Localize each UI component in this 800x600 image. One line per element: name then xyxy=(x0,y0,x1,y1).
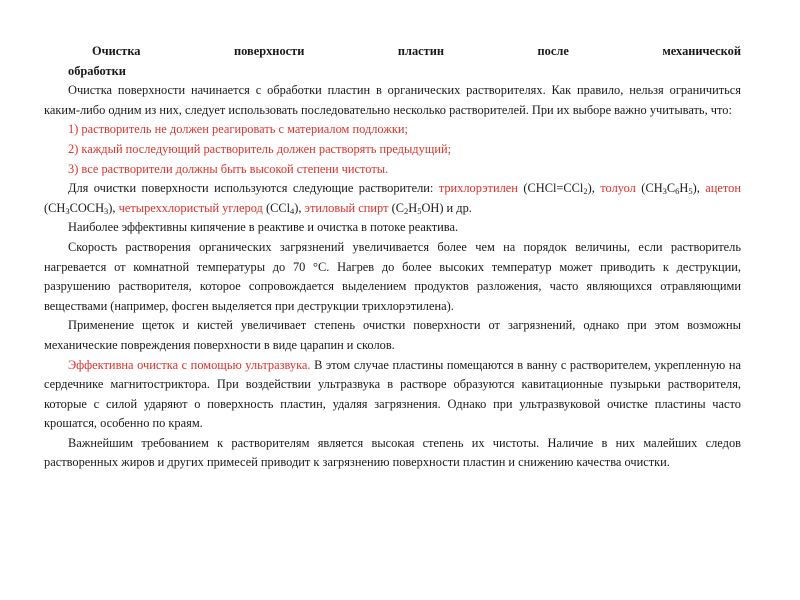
heading-line-2: обработки xyxy=(68,63,126,78)
paragraph-boiling: Наиболее эффективны кипячение в реактиве и очистка в потоке реактива. xyxy=(68,220,459,235)
solvent-toluene: толуол xyxy=(600,181,636,196)
formula-text: ), xyxy=(587,181,601,196)
formula-subscript: 3 xyxy=(104,205,109,216)
formula-text: C xyxy=(666,181,676,196)
list-item: 3) все растворители должны быть высокой степени чистоты. xyxy=(68,161,389,176)
formula-subscript: 3 xyxy=(65,205,70,216)
formula-text: (CH xyxy=(635,181,663,196)
paragraph-ultrasound xyxy=(44,356,741,434)
heading-line-1: Очистка поверхности пластин после механической xyxy=(92,44,741,58)
formula-subscript: 6 xyxy=(675,186,680,197)
paragraph-solvents xyxy=(44,179,741,218)
formula-text: (CHCl=CCl xyxy=(517,181,584,196)
ultrasound-highlight: Эффективна очистка с помощью ультразвука. xyxy=(68,357,311,372)
formula-text: OH) и др. xyxy=(421,200,472,215)
formula-text: (CCl xyxy=(262,200,291,215)
solvent-ethanol: этиловый спирт xyxy=(304,200,389,215)
formula-text: COCH xyxy=(69,200,105,215)
formula-text: ), xyxy=(108,200,119,215)
solvent-trichloroethylene: трихлорэтилен xyxy=(438,181,518,196)
formula-text: (C xyxy=(388,200,404,215)
list-item: 2) каждый последующий растворитель должен растворять предыдущий; xyxy=(68,141,452,156)
paragraph-temperature: Скорость растворения органических загрязнений увеличивается более чем на порядок величины, если растворитель нагревается от комнатной температуры до 70 °С. Нагрев до более высоких температур может приводить к деструкции, разрушению растворителя, которое сопровождается выделением продуктов разложения, часто являющихся отравляющими веществами (например, фосген выделяется при деструкции трихлорэтилена). xyxy=(44,239,741,313)
solvents-intro: Для очистки поверхности используются следующие растворители: xyxy=(68,181,439,196)
paragraph-purity: Важнейшим требованием к растворителям является высокая степень их чистоты. Наличие в них малейших следов растворенных жиров и других примесей приводит к загрязнению поверхности пластин и снижению качества очистки. xyxy=(44,435,741,470)
formula-subscript: 2 xyxy=(403,205,409,216)
ultrasound-text: В этом случае пластины помещаются в ванну с растворителем, укрепленную на сердечнике магнитострикторa. При воздействии ультразвука в растворе образуются кавитационные пузырьки растворителя, которые с силой ударяют о поверхность пластин, удаляя загрязнения. Однако при ультразвуковой очистке пластины часто крошатся, особенно по краям. xyxy=(44,357,741,431)
document-page xyxy=(44,42,741,473)
formula-text: ), xyxy=(294,200,305,215)
requirements-list xyxy=(44,120,741,179)
formula-subscript: 3 xyxy=(662,186,667,197)
solvent-acetone: ацетон xyxy=(705,181,742,196)
paragraph-intro: Очистка поверхности начинается с обработки пластин в органических растворителях. Как правило, нельзя ограничиться каким-либо одним из них, следует использовать последовательно несколько растворителей. При их выборе важно учитывать, что: xyxy=(44,83,741,117)
formula-subscript: 5 xyxy=(688,186,693,197)
paragraph-brushes: Применение щеток и кистей увеличивает степень очистки поверхности от загрязнений, однако при этом возможны механические повреждения поверхности в виде царапин и сколов. xyxy=(44,318,741,352)
formula-text: ), xyxy=(692,181,706,196)
solvent-carbon-tetrachloride: четыреххлористый углерод xyxy=(118,200,263,215)
list-item: 1) растворитель не должен реагировать с материалом подложки; xyxy=(68,122,408,137)
formula-text: H xyxy=(679,181,689,196)
formula-text: (CH xyxy=(44,200,66,215)
formula-subscript: 5 xyxy=(417,205,422,216)
formula-subscript: 4 xyxy=(290,205,295,216)
formula-text: H xyxy=(408,200,418,215)
formula-subscript: 2 xyxy=(583,186,588,197)
